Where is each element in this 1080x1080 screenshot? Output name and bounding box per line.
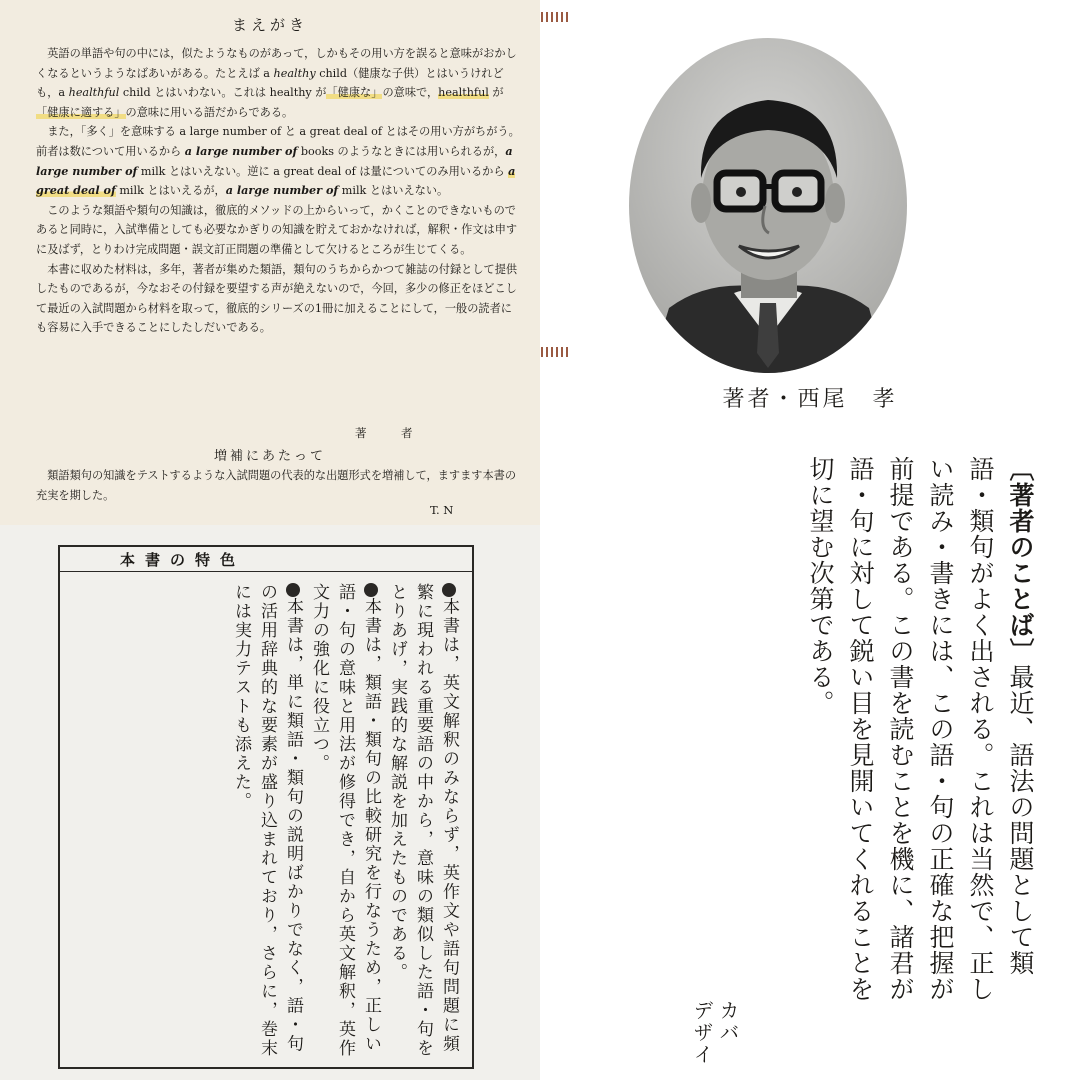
divider — [60, 571, 472, 572]
feature-text: 本書は，類語・類句の比較研究を行なうため，正しい語・句の意味と用法が修得でき，自から英文解釈，英作文力の強化に役立つ。 — [309, 583, 381, 1058]
features-box — [58, 545, 474, 1069]
supplement-body — [36, 466, 520, 505]
preface-initials: T. N — [430, 503, 454, 517]
authors-words-body: 最近、語法の問題として類語・類句がよく出される。これは当然で、正しい読み・書きには、この語・句の正確な把握が前提である。この書を読むことを機に、諸君が語・句に対して鋭い目を見開いてくれることを切に望む次第である。 — [806, 456, 1035, 1002]
feature-text: 本書は，英文解釈のみならず，英作文や語句問題に頻繁に現われる重要語の中から，意味の類似した語・句をとりあげ，実践的な解説を加えたものである。 — [387, 583, 459, 1058]
feature-item — [228, 583, 306, 1061]
authors-words-heading: 〔著者のことば〕 — [1006, 456, 1035, 664]
highlighted-text: a great deal of — [36, 163, 516, 198]
text-run: 英語の単語や句の中には，似たようなものがあって，しかもその用い方を誤ると意味がおかしくなるというようなばあいがある。たとえば a — [36, 47, 517, 80]
text-run: child とはいわない。これは healthy が — [119, 86, 327, 100]
preface-body — [36, 44, 520, 338]
bullet-icon — [286, 583, 300, 597]
text-run: a large number of — [225, 183, 339, 198]
supplement-paragraph: 類語類句の知識をテストするような入試問題の代表的な出題形式を増補して，ますます本書の充実を期した。 — [36, 469, 517, 502]
authors-words-text — [800, 456, 1040, 1016]
preface-signature: 著 者 — [355, 426, 413, 440]
text-run: healthy — [273, 66, 316, 80]
text-run: が — [488, 86, 504, 100]
text-run: の意味で， — [382, 86, 439, 100]
text-run: また，「多く」を意味する a large number of と a great deal of とはその用い方がちがう。前者は数について用いるから — [36, 125, 520, 158]
author-portrait-photo — [629, 38, 907, 373]
preface-paragraph-4: 本書に収めた材料は，多年，著者が集めた類語，類句のうちからかつて雑誌の付録として提供したものであるが，今なおその付録を要望する声が絶えないので，今回，多少の修正をほどこして最近の入試問題から材料を取って，徹底的シリーズの1冊に加えることにして，一般の読者にも容易に入手できることにしたしだいである。 — [36, 262, 518, 335]
authors-words-paragraph — [800, 456, 1040, 1016]
text-run: milk とはいえない。逆に a great deal of は量についてのみ用いるから — [137, 164, 509, 178]
text-run: a large number of — [184, 143, 298, 158]
bullet-icon — [442, 583, 456, 597]
preface-paragraph-2 — [36, 122, 520, 200]
text-run: milk とはいえるが， — [115, 184, 226, 198]
supplement-heading: 増補にあたって — [213, 449, 326, 464]
preface-paragraph-3: このような類語や類句の知識は，徹底的メソッドの上からいって，かくことのできないものであると同時に，入試準備としても必要なかぎりの知識を貯えておかなければ，解釈・作文は申すに及ばず，とりわけ完成問題・誤文訂正問題の準備として欠けるところが生じてくる。 — [36, 203, 518, 256]
preface-paragraph-1 — [36, 44, 520, 122]
preface-page — [0, 0, 540, 525]
text-run: a large number of — [36, 143, 513, 178]
bullet-icon — [364, 583, 378, 597]
text-run: の意味に用いる語だからである。 — [125, 105, 294, 119]
feature-item — [384, 583, 462, 1061]
authors-words-panel — [540, 440, 1080, 1080]
page-tick-marks — [541, 347, 571, 357]
feature-text: 本書は，単に類語・類句の説明ばかりでなく，語・句の活用辞典的な要素が盛り込まれており，さらに，巻末には実力テストも添えた。 — [231, 583, 303, 1058]
highlighted-text: healthful — [438, 86, 489, 100]
highlighted-text: 「健康に適する」 — [36, 105, 126, 119]
text-run: books のようなときには用いられるが， — [297, 144, 506, 158]
text-run: healthful — [68, 86, 120, 100]
text-run: milk とはいえない。 — [338, 184, 449, 198]
features-title: 本書の特色 — [120, 551, 246, 569]
page-tick-marks — [541, 12, 571, 22]
highlighted-text: 「健康な」 — [326, 86, 383, 100]
preface-title: まえがき — [231, 16, 308, 34]
features-panel — [0, 525, 540, 1080]
text-run: child（健康な子供）とはいうけれども，a — [36, 66, 504, 100]
feature-item — [306, 583, 384, 1061]
cover-design-credit-1: カバ — [716, 1000, 740, 1044]
author-caption: 著者・西尾 孝 — [722, 387, 898, 412]
cover-design-credit-2: デザイ — [690, 1000, 714, 1066]
features-list — [70, 583, 462, 1061]
